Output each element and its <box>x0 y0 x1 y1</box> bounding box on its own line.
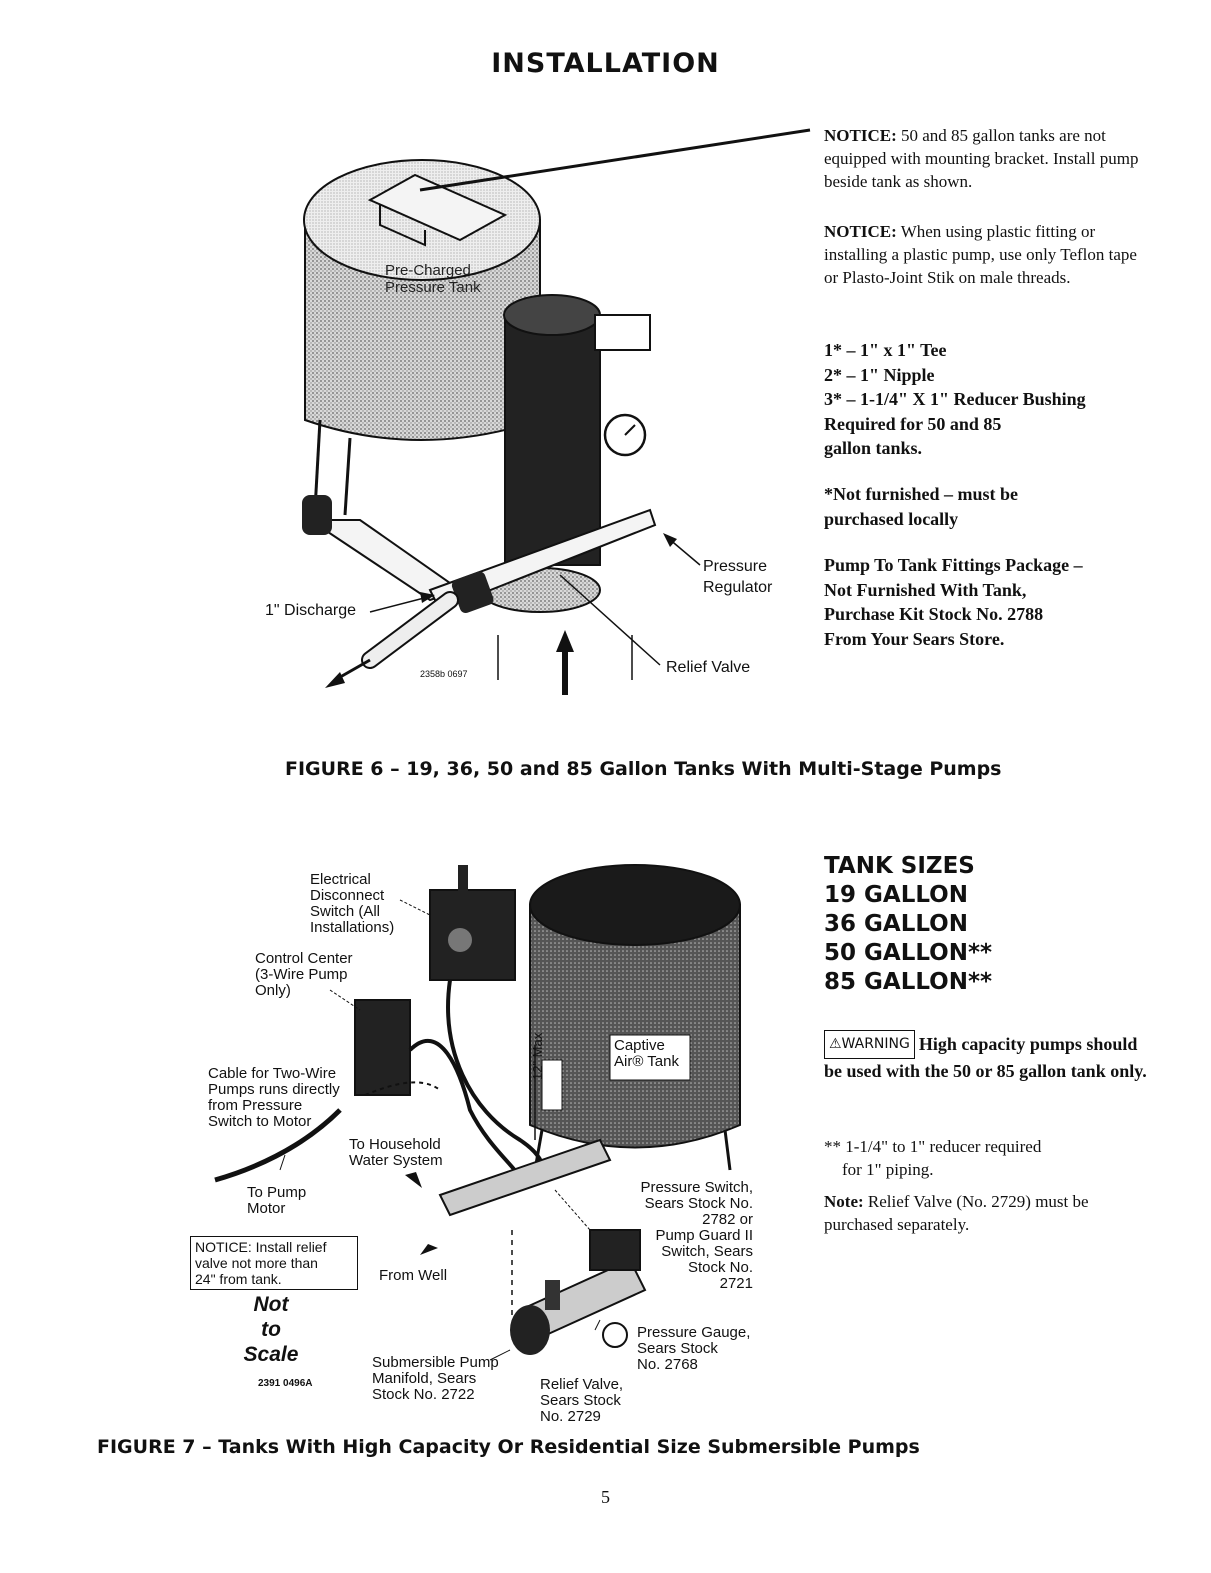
label-line: Captive <box>614 1037 665 1054</box>
notice-text: 50 and 85 gallon tanks are not equipped with mounting bracket. Install pump beside tank as shown. <box>824 126 1139 191</box>
tank-size-item: 19 GALLON <box>824 882 968 908</box>
label-line: 24" from tank. <box>195 1271 282 1287</box>
label-line: Sears Stock <box>637 1340 718 1357</box>
label-line: Cable for Two-Wire <box>208 1065 337 1082</box>
notice-plastic-fitting <box>824 220 1154 289</box>
tank-size-item: 85 GALLON** <box>824 969 993 995</box>
kit-line: Purchase Kit Stock No. 2788 <box>824 604 1044 624</box>
label-line: valve not more than <box>195 1255 318 1271</box>
control-center-label <box>255 951 353 999</box>
label-line: Only) <box>255 982 291 999</box>
pressure-regulator-line-2: Regulator <box>703 579 773 596</box>
parts-item: 3* – 1-1/4" X 1" Reducer Bushing <box>824 389 1086 409</box>
label-line: Scale <box>243 1343 299 1366</box>
tank-label-line-2: Pressure Tank <box>385 279 481 296</box>
tank-size-item: 50 GALLON** <box>824 940 993 966</box>
pressure-gauge-label <box>637 1325 750 1373</box>
figure-6-caption: FIGURE 6 – 19, 36, 50 and 85 Gallon Tanks With Multi-Stage Pumps <box>285 758 1002 780</box>
manifold-label <box>372 1355 499 1403</box>
tank-label <box>385 262 481 296</box>
note-text: Relief Valve (No. 2729) must be purchased separately. <box>824 1192 1089 1234</box>
label-line: Switch (All <box>310 903 381 920</box>
label-line: Relief Valve, <box>540 1376 624 1393</box>
label-line: Pump Guard II <box>655 1227 753 1244</box>
notice-lead: NOTICE: <box>824 222 897 241</box>
label-line: 2721 <box>719 1275 753 1292</box>
not-furnished-note <box>824 482 1164 531</box>
label-line: Submersible Pump <box>372 1354 499 1371</box>
captive-air-label <box>614 1038 679 1070</box>
label-line: Switch to Motor <box>208 1113 312 1130</box>
relief-valve-label: Relief Valve <box>666 659 751 676</box>
label-line: Stock No. <box>687 1259 753 1276</box>
electrical-disconnect-label <box>310 872 394 936</box>
parts-item: Required for 50 and 85 <box>824 413 1002 434</box>
label-line: To Pump <box>247 1184 307 1201</box>
from-well-label: From Well <box>379 1267 448 1284</box>
not-furnished-line: *Not furnished – must be <box>824 484 1019 504</box>
label-line: 2782 or <box>702 1211 753 1228</box>
label-line: Sears Stock No. <box>644 1195 753 1212</box>
label-line: Motor <box>247 1200 286 1217</box>
label-line: Not <box>253 1293 289 1316</box>
note-line: ** 1-1/4" to 1" reducer required <box>824 1137 1042 1156</box>
warning-text: High capacity pumps should be used with the 50 or 85 gallon tank only. <box>824 1034 1147 1081</box>
tank-label-line-1: Pre-Charged <box>385 262 471 279</box>
relief-valve-part-label <box>540 1377 623 1425</box>
label-line: (3-Wire Pump <box>255 966 348 983</box>
figure-7-code: 2391 0496A <box>258 1378 313 1389</box>
figure-6-code: 2358b 0697 <box>420 669 468 679</box>
notice-mounting-bracket <box>824 124 1154 193</box>
notice-lead: NOTICE: <box>824 126 897 145</box>
tank-size-item: 36 GALLON <box>824 911 968 937</box>
pressure-regulator-line-1: Pressure <box>703 558 768 575</box>
label-line: No. 2729 <box>540 1408 601 1425</box>
label-line: Installations) <box>310 919 395 936</box>
label-line: Sears Stock <box>540 1392 621 1409</box>
label-line: To Household <box>349 1136 441 1153</box>
label-line: Disconnect <box>310 887 385 904</box>
not-to-scale-label <box>236 1292 306 1367</box>
label-line: No. 2768 <box>637 1356 698 1373</box>
household-label <box>349 1137 443 1169</box>
label-line: Air® Tank <box>614 1053 679 1070</box>
reducer-note <box>824 1135 1041 1181</box>
label-line: Control Center <box>255 950 353 967</box>
parts-item: gallon tanks. <box>824 438 923 458</box>
label-line: Pressure Gauge, <box>637 1324 751 1341</box>
label-line: NOTICE: Install relief <box>195 1239 327 1255</box>
kit-line: Not Furnished With Tank, <box>824 579 1027 600</box>
relief-valve-note <box>824 1190 1104 1236</box>
warning-badge: ⚠WARNING <box>824 1030 915 1059</box>
figure-6-illustration <box>240 120 820 710</box>
cable-label <box>208 1066 340 1130</box>
pressure-switch-label <box>633 1180 753 1292</box>
label-line: from Pressure <box>208 1097 303 1114</box>
warning-note <box>824 1030 1154 1083</box>
parts-item: 1* – 1" x 1" Tee <box>824 340 947 360</box>
label-line: Pumps runs directly <box>208 1081 340 1098</box>
tank-sizes <box>824 852 992 997</box>
page-title: INSTALLATION <box>491 48 720 79</box>
max-12-label: 12" Max <box>530 1032 545 1080</box>
kit-line: From Your Sears Store. <box>824 628 1005 649</box>
note-lead: Note: <box>824 1192 864 1211</box>
to-pump-motor-label <box>247 1185 306 1217</box>
notice-text: When using plastic fitting or installing a plastic pump, use only Teflon tape or Plasto-Joint Stik on male threads. <box>824 222 1137 287</box>
parts-item: 2* – 1" Nipple <box>824 364 935 385</box>
kit-line: Pump To Tank Fittings Package – <box>824 555 1083 575</box>
label-line: Water System <box>349 1152 443 1169</box>
label-line: Pressure Switch, <box>640 1179 753 1196</box>
label-line: to <box>261 1318 281 1341</box>
notice-relief-box <box>190 1236 358 1290</box>
label-line: Stock No. 2722 <box>372 1386 475 1403</box>
note-line: for 1" piping. <box>842 1160 934 1179</box>
not-furnished-line: purchased locally <box>824 508 959 529</box>
label-line: Manifold, Sears <box>372 1370 477 1387</box>
label-line: Electrical <box>310 871 371 888</box>
discharge-label: 1" Discharge <box>265 602 357 619</box>
kit-note <box>824 553 1184 651</box>
page-number: 5 <box>601 1487 610 1507</box>
label-line: Switch, Sears <box>661 1243 753 1260</box>
figure-7-caption: FIGURE 7 – Tanks With High Capacity Or Residential Size Submersible Pumps <box>97 1436 920 1458</box>
parts-list <box>824 338 1164 461</box>
pressure-regulator-label <box>703 556 772 598</box>
tank-sizes-title: TANK SIZES <box>824 853 975 879</box>
